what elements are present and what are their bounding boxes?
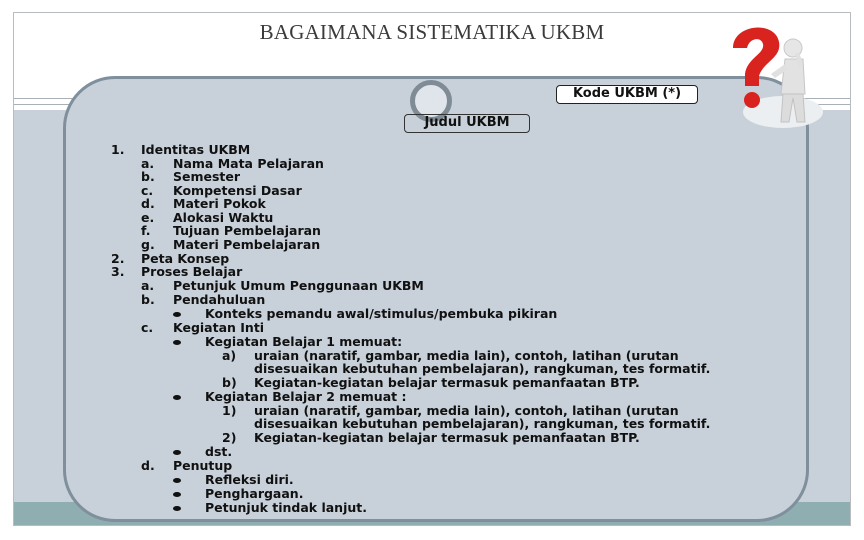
outline-marker: b) <box>222 375 237 390</box>
bullet-icon <box>173 395 181 400</box>
bullet-icon <box>173 506 181 511</box>
outline-heading: Identitas UKBM <box>141 142 251 157</box>
outline-subitem: dst. <box>205 444 233 459</box>
outline-letter: c. <box>141 183 154 198</box>
outline-text: Kegiatan-kegiatan belajar termasuk pemanfaatan BTP. <box>254 430 640 445</box>
outline-letter: a. <box>141 156 155 171</box>
outline-heading: Peta Konsep <box>141 251 230 266</box>
outline-letter: d. <box>141 196 155 211</box>
outline-subitem: Penghargaan. <box>205 486 304 501</box>
outline-letter: b. <box>141 169 155 184</box>
judul-ukbm-label: Judul UKBM <box>404 114 530 133</box>
outline-item: Pendahuluan <box>173 292 266 307</box>
outline-item: Kompetensi Dasar <box>173 183 302 198</box>
outline-item: Penutup <box>173 458 233 473</box>
outline-text: disesuaikan kebutuhan pembelajaran), rangkuman, tes formatif. <box>254 361 711 376</box>
outline-item: Materi Pokok <box>173 196 266 211</box>
outline-marker: 1) <box>222 403 237 418</box>
outline-subitem: Kegiatan Belajar 1 memuat: <box>205 334 403 349</box>
bullet-icon <box>173 478 181 483</box>
outline-item: Alokasi Waktu <box>173 210 274 225</box>
outline-subitem: Kegiatan Belajar 2 memuat : <box>205 389 407 404</box>
bullet-icon <box>173 340 181 345</box>
outline-item: Kegiatan Inti <box>173 320 265 335</box>
outline-text: disesuaikan kebutuhan pembelajaran), rangkuman, tes formatif. <box>254 416 711 431</box>
outline-letter: g. <box>141 237 155 252</box>
outline-item: Semester <box>173 169 241 184</box>
outline-subitem: Refleksi diri. <box>205 472 294 487</box>
outline-subitem: Petunjuk tindak lanjut. <box>205 500 367 515</box>
outline-item: Tujuan Pembelajaran <box>173 223 321 238</box>
outline-item: Materi Pembelajaran <box>173 237 321 252</box>
outline-text: Kegiatan-kegiatan belajar termasuk pemanfaatan BTP. <box>254 375 640 390</box>
outline-text: uraian (naratif, gambar, media lain), contoh, latihan (urutan <box>254 403 679 418</box>
outline-item: Petunjuk Umum Penggunaan UKBM <box>173 278 424 293</box>
bullet-icon <box>173 450 181 455</box>
outline-number: 1. <box>111 142 125 157</box>
outline-text: uraian (naratif, gambar, media lain), contoh, latihan (urutan <box>254 348 679 363</box>
outline-number: 2. <box>111 251 125 266</box>
outline-marker: a) <box>222 348 237 363</box>
outline-letter: e. <box>141 210 155 225</box>
outline-letter: b. <box>141 292 155 307</box>
outline-letter: a. <box>141 278 155 293</box>
outline-letter: f. <box>141 223 151 238</box>
outline-number: 3. <box>111 264 125 279</box>
outline-heading: Proses Belajar <box>141 264 243 279</box>
slide-title: BAGAIMANA SISTEMATIKA UKBM <box>259 20 605 44</box>
bullet-icon <box>173 312 181 317</box>
outline-item: Nama Mata Pelajaran <box>173 156 324 171</box>
outline-subitem: Konteks pemandu awal/stimulus/pembuka pikiran <box>205 306 558 321</box>
kode-ukbm-label: Kode UKBM (*) <box>556 85 698 104</box>
outline-letter: d. <box>141 458 155 473</box>
bullet-icon <box>173 492 181 497</box>
outline-letter: c. <box>141 320 154 335</box>
outline-marker: 2) <box>222 430 237 445</box>
